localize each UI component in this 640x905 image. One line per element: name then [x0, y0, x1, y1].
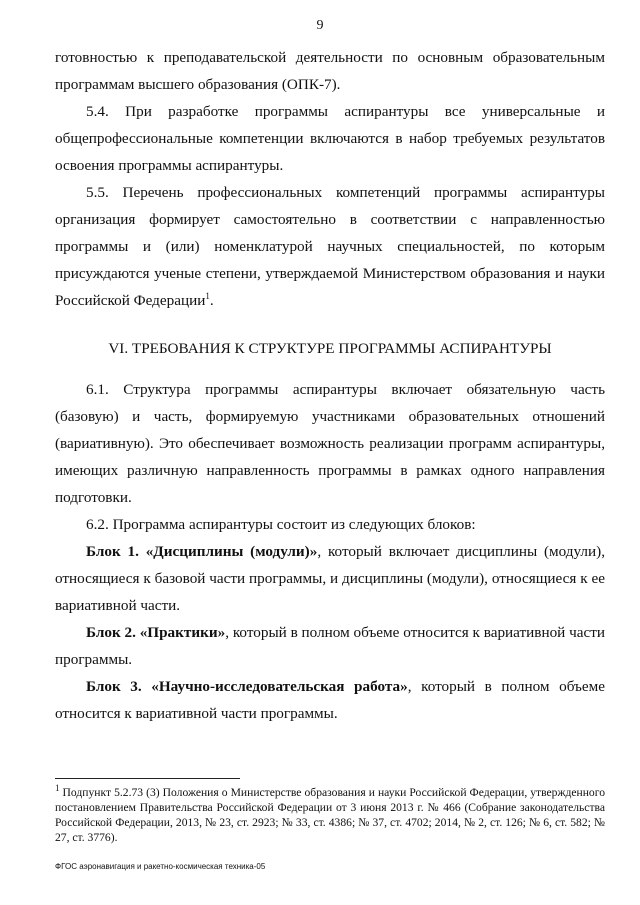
footer-label: ФГОС аэронавигация и ракетно-космическая техника-05	[55, 862, 266, 871]
footnote	[55, 785, 605, 845]
footnote-mark: 1	[55, 783, 60, 794]
footnote-ref: 1	[205, 290, 210, 301]
paragraph-5-4: 5.4. При разработке программы аспирантуры все универсальные и общепрофессиональные компетенции включаются в набор требуемых результатов освоения программы аспирантуры.	[55, 103, 605, 174]
footnote-text: Подпункт 5.2.73 (3) Положения о Министерстве образования и науки Российской Федерации, утвержденного постановлением Правительства Российской Федерации от 3 июня 2013 г. № 466 (Собрание законодательства Российской Федерации, 2013, № 23, ст. 2923; № 33, ст. 4386; № 37, ст. 4702; 2014, № 2, ст. 126; № 6, ст. 582; № 27, ст. 3776).	[55, 786, 605, 844]
paragraph-opk7: готовностью к преподавательской деятельности по основным образовательным программам высшего образования (ОПК-7).	[55, 49, 605, 93]
block-3-paragraph	[55, 673, 605, 727]
paragraph-6-2: 6.2. Программа аспирантуры состоит из следующих блоков:	[86, 516, 476, 533]
block-2-title: Блок 2. «Практики»	[86, 624, 226, 641]
block-1-text: , который включает дисциплины (модули), относящиеся к базовой части программы, и дисциплины (модули), относящиеся к ее вариативной части.	[55, 543, 605, 614]
main-text	[55, 44, 605, 727]
section-heading: VI. ТРЕБОВАНИЯ К СТРУКТУРЕ ПРОГРАММЫ АСПИРАНТУРЫ	[108, 340, 552, 357]
block-1-paragraph	[55, 538, 605, 619]
paragraph-5-5-end: .	[209, 292, 214, 309]
paragraph-6-1: 6.1. Структура программы аспирантуры включает обязательную часть (базовую) и часть, формируемую участниками образовательных отношений (вариативную). Это обеспечивает возможность реализации программ аспирантуры, имеющих различную направленность программы в рамках одного направления подготовки.	[55, 381, 605, 506]
block-2-paragraph	[55, 619, 605, 673]
footnote-divider	[55, 778, 240, 779]
paragraph-5-5-text: 5.5. Перечень профессиональных компетенций программы аспирантуры организация формирует самостоятельно в соответствии с направленностью программы и (или) номенклатурой научных специальностей, по которым присуждаются ученые степени, утверждаемой Министерством образования и науки Российской Федерации	[55, 184, 605, 309]
page-number: 9	[316, 18, 324, 33]
paragraph-5-5	[55, 179, 605, 314]
block-2-text: , который в полном объеме относится к вариативной части программы.	[55, 624, 605, 668]
block-3-title: Блок 3. «Научно-исследовательская работа»	[86, 678, 408, 695]
block-1-title: Блок 1. «Дисциплины (модули)»	[86, 543, 318, 560]
block-3-text: , который в полном объеме относится к вариативной части программы.	[55, 678, 605, 722]
